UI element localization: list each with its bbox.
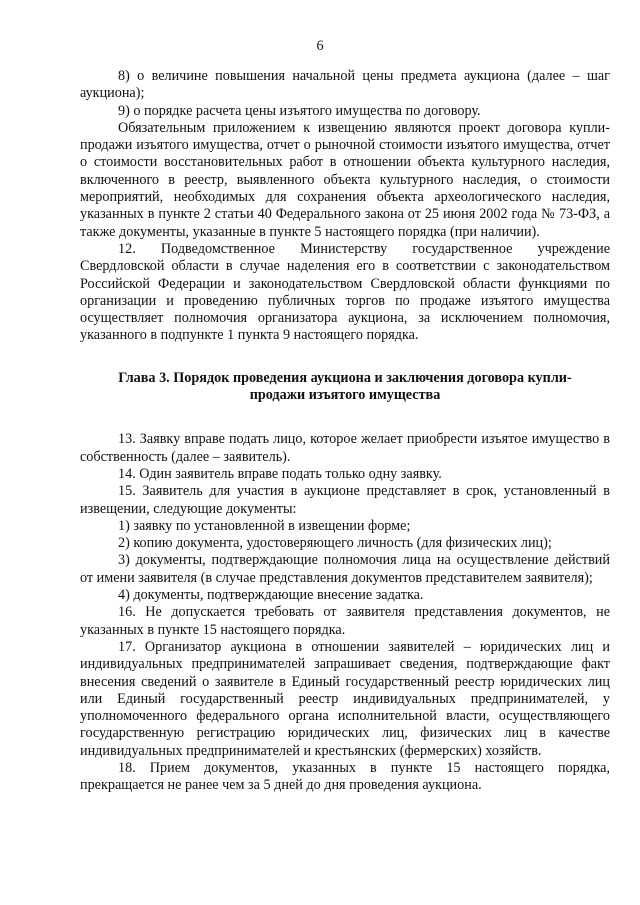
- paragraph-13: 13. Заявку вправе подать лицо, которое желает приобрести изъятое имущество в собственность (далее – заявитель).: [80, 431, 610, 465]
- document-body: [80, 68, 610, 795]
- paragraph-14: 14. Один заявитель вправе подать только одну заявку.: [118, 465, 442, 482]
- paragraph-8: 8) о величине повышения начальной цены предмета аукциона (далее – шаг аукциона);: [80, 68, 610, 102]
- paragraph-12: 12. Подведомственное Министерству государственное учреждение Свердловской области в случае наделения его в соответствии с законодательством Российской Федерации и законодательством Свердловской области функциями по организации и проведению публичных торгов по продаже изъятого имущества осуществляет полномочия организатора аукциона, за исключением полномочия, указанного в подпункте 1 пункта 9 настоящего порядка.: [80, 240, 610, 344]
- list-item-4: 4) документы, подтверждающие внесение задатка.: [118, 587, 424, 604]
- list-item-1: 1) заявку по установленной в извещении форме;: [118, 517, 411, 534]
- paragraph-16: 16. Не допускается требовать от заявителя представления документов, не указанных в пункте 15 настоящего порядка.: [80, 604, 610, 638]
- list-item-2: 2) копию документа, удостоверяющего личность (для физических лиц);: [118, 535, 552, 552]
- paragraph-attachment: Обязательным приложением к извещению являются проект договора купли-продажи изъятого имущества, отчет о рыночной стоимости изъятого имущества, отчет о стоимости восстановительных работ в отношении объекта культурного наследия, включенного в реестр, выявленного объекта культурного наследия, о стоимости мероприятий, необходимых для сохранения объекта археологического наследия, указанных в пункте 2 статьи 40 Федерального закона от 25 июня 2002 года № 73-ФЗ, а также документы, указанные в пункте 5 настоящего порядка (при наличии).: [80, 119, 610, 240]
- paragraph-17: 17. Организатор аукциона в отношении заявителей – юридических лиц и индивидуальных предпринимателей запрашивает сведения, подтверждающие факт внесения сведений о заявителе в Единый государственный реестр юридических лиц или Единый государственный реестр индивидуальных предпринимателей, у уполномоченного федерального органа исполнительной власти, осуществляющего государственную регистрацию юридических лиц, физических лиц в качестве индивидуальных предпринимателей и крестьянских (фермерских) хозяйств.: [80, 638, 610, 759]
- paragraph-9: 9) о порядке расчета цены изъятого имущества по договору.: [118, 102, 481, 119]
- list-item-3: 3) документы, подтверждающие полномочия лица на осуществление действий от имени заявителя (в случае представления документов представителем заявителя);: [80, 552, 610, 586]
- chapter-heading: Глава 3. Порядок проведения аукциона и заключения договора купли-продажи изъятого имущества: [118, 369, 572, 404]
- page-number: 6: [316, 38, 324, 54]
- paragraph-18: 18. Прием документов, указанных в пункте 15 настоящего порядка, прекращается не ранее чем за 5 дней до дня проведения аукциона.: [80, 759, 610, 794]
- paragraph-15: 15. Заявитель для участия в аукционе представляет в срок, установленный в извещении, следующие документы:: [80, 483, 610, 517]
